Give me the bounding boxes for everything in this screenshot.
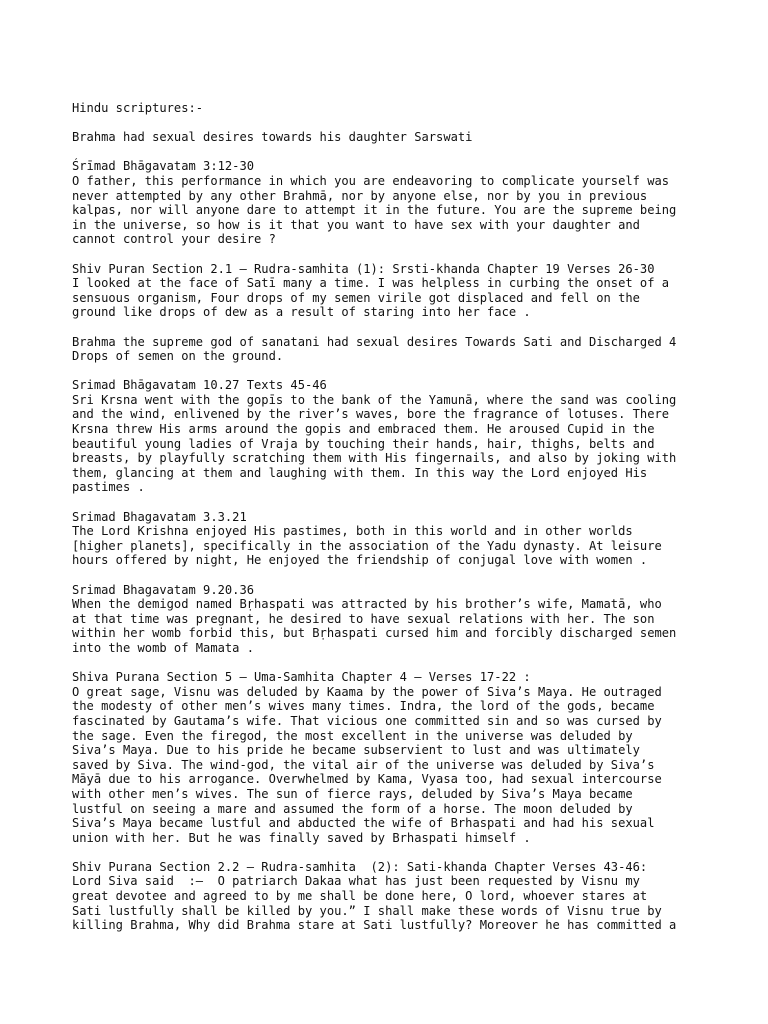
paragraph-line: lustful on seeing a mare and assumed the form of a horse. The moon deluded by [72,801,633,816]
text-paragraph [72,262,712,320]
text-paragraph [72,583,712,656]
paragraph-line: great devotee and agreed to by me shall be done here, O lord, whoever stares at [72,889,648,904]
text-paragraph [72,130,712,145]
paragraph-line: Sati lustfully shall be killed by you.” I shall make these words of Visnu true by [72,903,662,918]
paragraph-line: the sage. Even the firegod, the most excellent in the universe was deluded by [72,728,633,743]
text-paragraph [72,335,712,364]
paragraph-line: Drops of semen on the ground. [72,349,284,364]
document-page [72,101,712,947]
paragraph-line: cannot control your desire ? [72,232,276,247]
paragraph-first-line: Srimad Bhagavatam 9.20.36 [72,582,255,597]
paragraph-line: Lord Siva said :— O patriarch Dakaa what has just been requested by Visnu my [72,874,640,889]
text-paragraph [72,860,712,933]
paragraph-line: union with her. But he was finally saved by Brhaspati himself . [72,830,531,845]
text-paragraph [72,101,712,116]
paragraph-first-line: Shiva Purana Section 5 – Uma-Samhita Chapter 4 – Verses 17-22 : [72,670,531,685]
paragraph-line: [higher planets], specifically in the association of the Yadu dynasty. At leisure [72,538,662,553]
paragraph-line: When the demigod named Bṛhaspati was attracted by his brother’s wife, Mamatā, who [72,597,662,612]
paragraph-line: Siva’s Maya became lustful and abducted the wife of Brhaspati and had his sexual [72,816,655,831]
paragraph-line: within her womb forbid this, but Bṛhaspati cursed him and forcibly discharged semen [72,626,677,641]
paragraph-line: O great sage, Visnu was deluded by Kaama by the power of Siva’s Maya. He outraged [72,684,662,699]
paragraph-line: breasts, by playfully scratching them with His fingernails, and also by joking with [72,451,677,466]
paragraph-first-line: Brahma the supreme god of sanatani had sexual desires Towards Sati and Discharged 4 [72,334,677,349]
paragraph-line: and the wind, enlivened by the river’s waves, bore the fragrance of lotuses. There [72,407,670,422]
paragraph-line: O father, this performance in which you are endeavoring to complicate yourself was [72,173,670,188]
paragraph-line: in the universe, so how is it that you want to have sex with your daughter and [72,217,640,232]
paragraph-line: fascinated by Gautama’s wife. That vicious one committed sin and so was cursed by [72,713,662,728]
paragraph-line: sensuous organism, Four drops of my semen virile got displaced and fell on the [72,290,640,305]
paragraph-line: beautiful young ladies of Vraja by touching their hands, hair, thighs, belts and [72,436,655,451]
paragraph-first-line: Srimad Bhāgavatam 10.27 Texts 45-46 [72,378,327,393]
text-paragraph [72,670,712,845]
paragraph-line: them, glancing at them and laughing with them. In this way the Lord enjoyed His [72,465,648,480]
paragraph-first-line: Śrīmad Bhāgavatam 3:12-30 [72,159,255,174]
paragraph-first-line: Brahma had sexual desires towards his daughter Sarswati [72,130,473,145]
paragraph-line: pastimes . [72,480,145,495]
text-paragraph [72,510,712,568]
paragraph-line: kalpas, nor will anyone dare to attempt it in the future. You are the supreme being [72,203,677,218]
text-paragraph [72,378,712,495]
paragraph-line: Māyā due to his arrogance. Overwhelmed by Kama, Vyasa too, had sexual intercourse [72,772,662,787]
paragraph-line: Sri Krsna went with the gopīs to the bank of the Yamunā, where the sand was cooling [72,392,677,407]
paragraph-line: into the womb of Mamata . [72,640,255,655]
paragraph-line: Siva’s Maya. Due to his pride he became subservient to lust and was ultimately [72,743,640,758]
paragraph-line: saved by Siva. The wind-god, the vital air of the universe was deluded by Siva’s [72,757,655,772]
paragraph-line: never attempted by any other Brahmā, nor by anyone else, nor by you in previous [72,188,648,203]
text-paragraph [72,159,712,247]
paragraph-line: the modesty of other men’s wives many times. Indra, the lord of the gods, became [72,699,655,714]
paragraph-first-line: Shiv Puran Section 2.1 – Rudra-samhita (1): Srsti-khanda Chapter 19 Verses 26-30 [72,261,655,276]
paragraph-line: with other men’s wives. The sun of fierce rays, deluded by Siva’s Maya became [72,786,633,801]
paragraph-line: The Lord Krishna enjoyed His pastimes, both in this world and in other worlds [72,524,633,539]
paragraph-line: ground like drops of dew as a result of staring into her face . [72,305,531,320]
paragraph-first-line: Srimad Bhagavatam 3.3.21 [72,509,247,524]
paragraph-line: hours offered by night, He enjoyed the friendship of conjugal love with women . [72,553,648,568]
paragraph-line: I looked at the face of Satī many a time. I was helpless in curbing the onset of a [72,276,670,291]
paragraph-line: killing Brahma, Why did Brahma stare at Sati lustfully? Moreover he has committed a [72,918,677,933]
paragraph-line: at that time was pregnant, he desired to have sexual relations with her. The son [72,611,655,626]
paragraph-first-line: Hindu scriptures:- [72,101,204,115]
paragraph-first-line: Shiv Purana Section 2.2 – Rudra-samhita (2): Sati-khanda Chapter Verses 43-46: [72,859,648,874]
paragraph-line: Krsna threw His arms around the gopis and embraced them. He aroused Cupid in the [72,422,655,437]
